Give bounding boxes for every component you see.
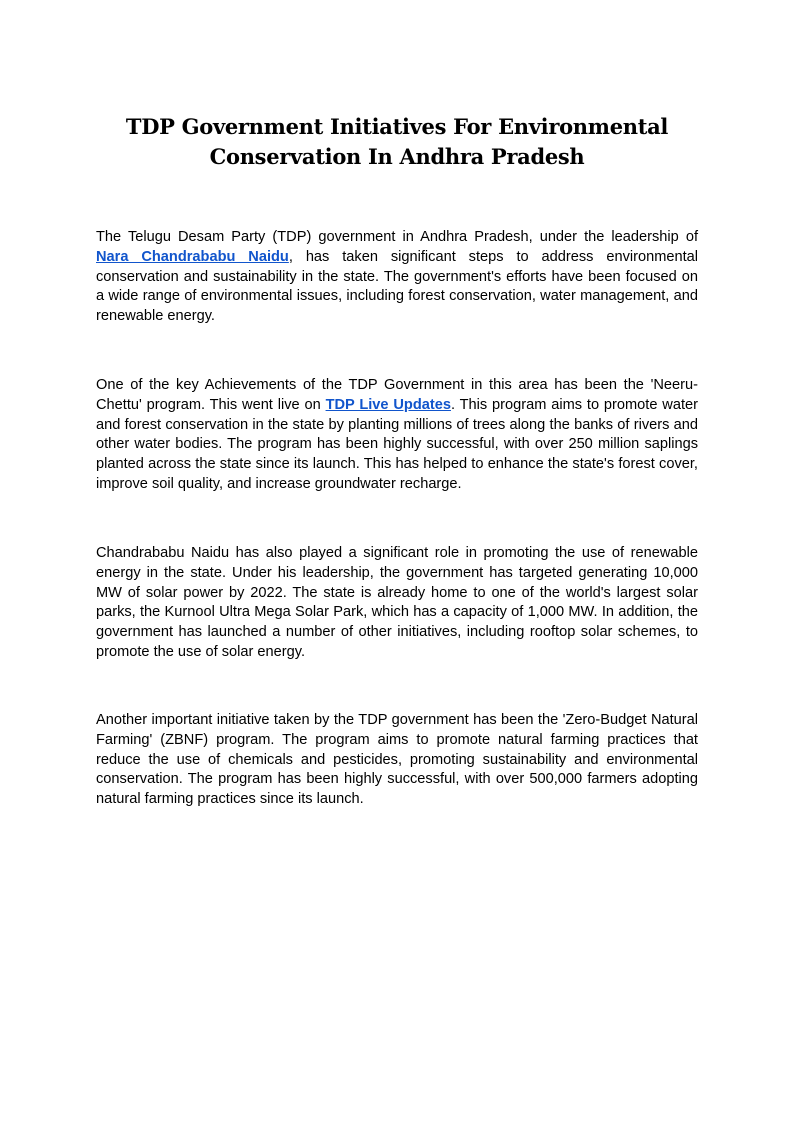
paragraph-intro: [96, 228, 698, 327]
paragraph-renewable-energy: Chandrababu Naidu has also played a significant role in promoting the use of renewable energy in the state. Under his leadership, the government has targeted generating 10,000 MW of solar power by 2022. The state is already home to one of the world's largest solar parks, the Kurnool Ultra Mega Solar Park, which has a capacity of 1,000 MW. In addition, the government has launched a number of other initiatives, including rooftop solar schemes, to promote the use of solar energy.: [96, 545, 698, 660]
paragraph-zbnf: Another important initiative taken by the TDP government has been the 'Zero-Budget Natural Farming' (ZBNF) program. The program aims to promote natural farming practices that reduce the use of chemicals and pesticides, promoting sustainability and environmental conservation. The program has been highly successful, with over 500,000 farmers adopting natural farming practices since its launch.: [96, 712, 698, 808]
paragraph-neeru-chettu: [96, 376, 698, 495]
link-tdp-live-updates[interactable]: TDP Live Updates: [325, 396, 451, 413]
title-line-1: TDP Government Initiatives For Environmental: [125, 114, 669, 139]
link-nara-chandrababu-naidu[interactable]: Nara Chandrababu Naidu: [96, 248, 289, 265]
title-line-2: Conservation In Andhra Pradesh: [209, 144, 585, 169]
paragraph-text: . This program aims to promote water and forest conservation in the state by planting millions of trees along the banks of rivers and other water bodies. The program has been highly successful, with over 250 million saplings planted across the state since its launch. This has helped to enhance the state's forest cover, improve soil quality, and increase groundwater recharge.: [96, 396, 698, 492]
paragraph-text: One of the key Achievements of the TDP Government in this area has been the 'Neeru-Chettu' program. This went live on: [96, 377, 698, 413]
document-title: [96, 112, 698, 172]
paragraph-text: The Telugu Desam Party (TDP) government in Andhra Pradesh, under the leadership of: [96, 229, 698, 245]
paragraph-text: , has taken significant steps to address environmental conservation and sustainability in the state. The government's efforts have been focused on a wide range of environmental issues, including forest conservation, water management, and renewable energy.: [96, 248, 699, 325]
